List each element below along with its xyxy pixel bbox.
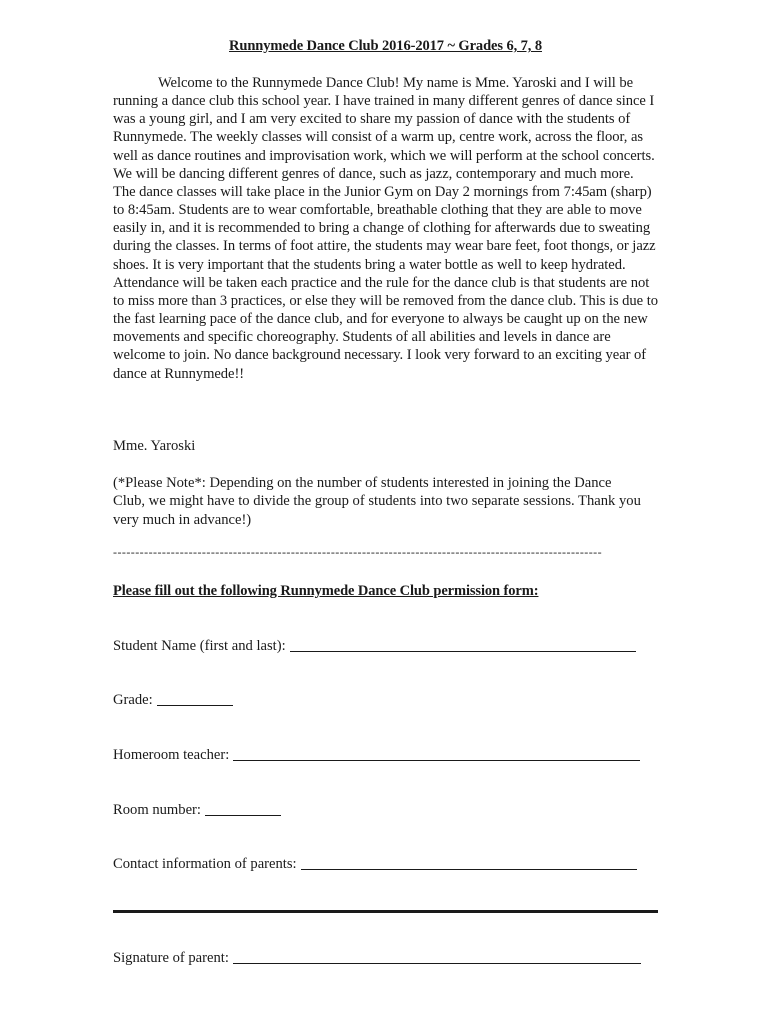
contact-continuation-line	[113, 910, 658, 913]
parent-signature-row	[113, 949, 641, 967]
please-note: (*Please Note*: Depending on the number of students interested in joining the Dance Club, we might have to divide the group of students into two separate sessions. Thank you very much in advance!)	[113, 475, 641, 528]
student-name-field[interactable]	[290, 637, 636, 652]
room-number-field[interactable]	[205, 801, 281, 816]
parent-contact-row	[113, 855, 637, 873]
grade-row	[113, 691, 233, 709]
parent-signature-field[interactable]	[233, 949, 641, 964]
parent-contact-field[interactable]	[301, 855, 637, 870]
document-title: Runnymede Dance Club 2016-2017 ~ Grades 6, 7, 8	[229, 38, 542, 54]
grade-label: Grade:	[113, 692, 153, 708]
student-name-label: Student Name (first and last):	[113, 638, 286, 654]
cut-line-separator: --------------------------------------------------------------------------------------------------------------	[113, 545, 603, 559]
room-number-label: Room number:	[113, 802, 201, 818]
parent-signature-label: Signature of parent:	[113, 950, 229, 966]
welcome-paragraph: Welcome to the Runnymede Dance Club! My name is Mme. Yaroski and I will be running a dance club this school year. I have trained in many different genres of dance since I was a young girl, and I am very excited to share my passion of dance with the students of Runnymede. The weekly classes will consist of a warm up, centre work, across the floor, as well as dance routines and improvisation work, which we will perform at the school concerts. We will be dancing different genres of dance, such as jazz, contemporary and much more. The dance classes will take place in the Junior Gym on Day 2 mornings from 7:45am (sharp) to 8:45am. Students are to wear comfortable, breathable clothing that they are able to move easily in, and it is recommended to bring a change of clothing for afterwards due to sweating during the classes. In terms of foot attire, the students may wear bare feet, foot thongs, or jazz shoes. It is very important that the students bring a water bottle as well to keep hydrated. Attendance will be taken each practice and the rule for the dance club is that students are not to miss more than 3 practices, or else they will be removed from the dance club. This is due to the fast learning pace of the dance club, and for everyone to always be caught up on the new movements and specific choreography. Students of all abilities and levels in dance are welcome to join. No dance background necessary. I look very forward to an exciting year of dance at Runnymede!!	[113, 75, 658, 382]
parent-contact-label: Contact information of parents:	[113, 856, 297, 872]
room-number-row	[113, 801, 281, 819]
grade-field[interactable]	[157, 691, 233, 706]
teacher-signoff: Mme. Yaroski	[113, 438, 196, 454]
homeroom-teacher-field[interactable]	[233, 746, 640, 761]
homeroom-teacher-row	[113, 746, 640, 764]
student-name-row	[113, 637, 636, 655]
homeroom-teacher-label: Homeroom teacher:	[113, 747, 230, 763]
form-heading: Please fill out the following Runnymede Dance Club permission form:	[113, 583, 539, 599]
